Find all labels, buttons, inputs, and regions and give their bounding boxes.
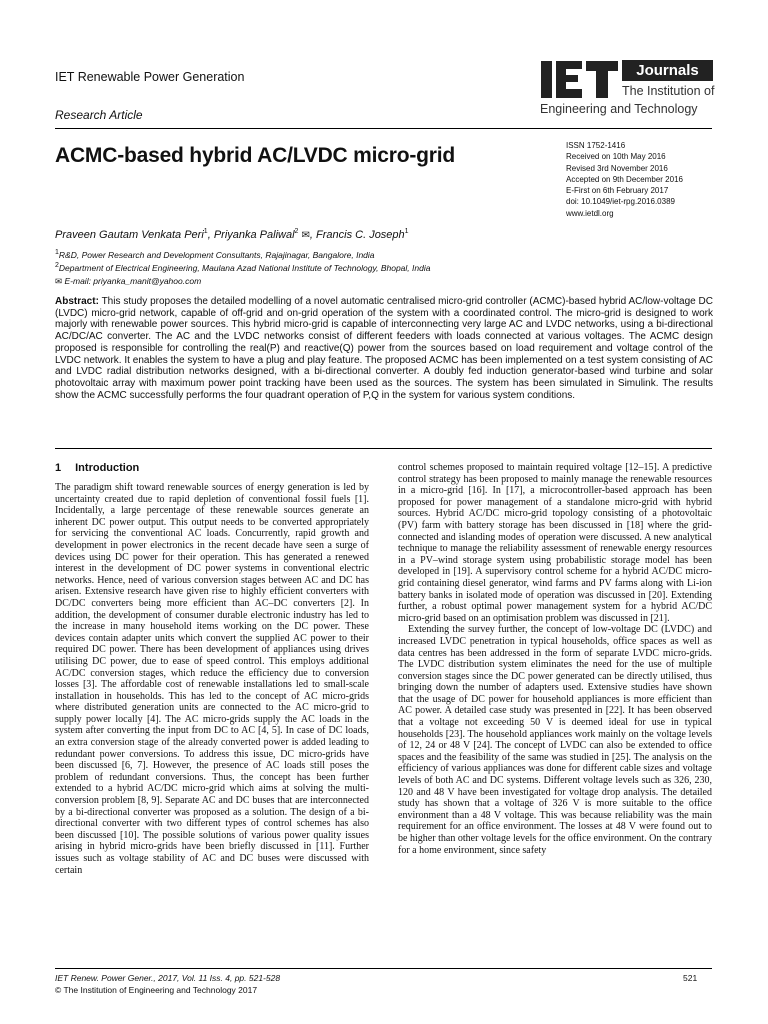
author-affiliation-mark: 1 [404,228,409,235]
logo-institution-line2: Engineering and Technology [540,102,698,116]
author-list: Praveen Gautam Venkata Peri$^1$, Priyanka Paliwal$^2$ ✉, Francis C. Joseph$^1$ [55,228,409,241]
envelope-icon: ✉ [55,276,63,286]
received-date: Received on 10th May 2016 [566,152,666,162]
section-heading [55,462,139,474]
email-text[interactable]: E-mail: priyanka_manit@yahoo.com [64,276,202,286]
body-paragraph: Extending the survey further, the concept of low-voltage DC (LVDC) and increased LVDC penetration in typical households, office spaces as well as data centres has been addressed in the form of separate LVDC micro-grids. The LVDC distribution system eliminates the need for the use of multiple conversion stages since the DC power generated can be directly utilised, thus bringing down the number of adapters used. Extensive studies have shown that the usage of DC power for household appliances is more efficient than AC power. A detailed case study was presented in [22]. It has been observed that a voltage not exceeding 50 V is deemed ideal for use in typical households [23]. The household appliances work mainly on the voltage levels of 12, 24 or 48 V [24]. The concept of LVDC can also be extended to office spaces and the feasibility of the same was studied in [25]. The analysis on the efficiency of various appliances was done for different cable sizes and voltage levels of both AC and DC systems. Different voltage levels such as 326, 230, 120 and 48 V have been investigated for voltage drop analysis. The detailed study has shown that a voltage of 326 V is more suitable to the office environment than a 48 V voltage. This was because reliability was the main requirement for an office environment. The losses at 48 V were found out to be higher than other voltage levels for the office environment. On the contrary for a home environment, since safety [398,624,712,856]
section-title: Introduction [75,462,140,474]
abstract-label: Abstract: [55,296,99,307]
article-type: Research Article [55,108,143,122]
logo-journals-label: Journals [622,60,713,81]
envelope-icon: ✉ [301,230,310,241]
journal-name: IET Renewable Power Generation [55,70,245,84]
footer-citation: IET Renew. Power Gener., 2017, Vol. 11 Iss. 4, pp. 521-528 [55,973,281,983]
affiliation-number: 2 [55,262,59,269]
body-paragraph: control schemes proposed to maintain required voltage [12–15]. A predictive control strategy has been proposed to mainly manage the renewable resources in a micro-grid [16]. In [17], a microcontroller-based approach has been proposed for power management of a standalone micro-grid with hybrid sources. Hybrid AC/DC micro-grid topology consisting of a photovoltaic (PV) farm with battery storage has been discussed in [18] where the grid-connected and islanding modes of operation were discussed. A new analytical technique to manage the reliability assessment of renewable energy resources in a PV–wind storage system using probabilistic storage model has been developed in [19]. A supervisory control scheme for a hybrid AC/DC micro-grid containing diesel generator, wind farms and PV farms along with Li-ion battery banks in isolated mode of operation was discussed in [20]. Extending further, a robust optimal power management system for a hybrid AC/DC micro-grid based on an optimisation problem was discussed in [21]. [398,462,712,624]
publication-info [566,140,683,219]
efirst-date: E-First on 6th February 2017 [566,186,669,196]
body-paragraph: The paradigm shift toward renewable sources of energy generation is led by uncertainty created due to rapid depletion of conventional fossil fuels [1]. Incidentally, a large percentage of these renewable sources generate an inherent DC power output. This output needs to be converted appropriately for servicing the conventional AC loads. Concurrently, rapid growth and development in power electronics in the recent decade have seen a surge of devices using DC power for their operation. This has generated a renewed interest in the development of DC power systems in conventional electric networks. Hence, need of various conversion stages between AC and DC has arisen. Extensive research have given rise to highly efficient converters with DC/DC converters being more efficient than AC–DC converters [2]. In addition, the development of consumer durable electronic industry has led to the increase in many household items working on the DC power. These devices contain adapter units which convert the supplied AC power to their required DC power. There has been development of appliances using drives utilising DC power, due to ease of speed control. This employs additional AC/DC conversion stages, which reduce the efficiency due to conversion losses [3]. The affordable cost of renewable installations led to small-scale installation in households. This has led to the concept of AC micro-grids where distributed generation units are connected to the AC micro-grid to supply power locally [4]. The AC micro-grids supply the AC loads in the system after converting the input from DC to AC [4, 5]. In case of DC loads, an extra conversion stage of the already converted power is added leading to redundant power conversions. To address this issue, DC micro-grids have been discussed [6, 7]. However, the presence of AC loads still poses the problem of redundant conversions. Thus, the concept has been further extended to a hybrid AC/DC micro-grid which aims at solving the multi-conversion problem [8, 9]. Separate AC and DC buses that are interconnected by a bi-directional converter was proposed as a solution. The design of a bi-directional converter with two different types of control schemes has also been discussed [10]. The possible solutions of various power quality issues arising in hybrid micro-grids have been briefly discussed in [11]. Further issues such as voltage stability of AC and DC buses were discussed with certain [55,482,369,876]
logo-institution-line1: The Institution of [622,84,715,98]
abstract-text: This study proposes the detailed modelling of a novel automatic centralised micro-grid controller (ACMC)-based hybrid AC/low-voltage DC (LVDC) micro-grid network, capable of off-grid and on-grid operation of the system with a coordinated control. The micro-grid is designed to work majorly with renewable power sources. This hybrid micro-grid is capable of interconnecting very large AC and LVDC networks, using a bi-directional AC/DC/AC converter. The AC and the LVDC networks consist of different feeders with loads connected at various voltages. The ACMC design proposed is responsible for controlling the real(P) and reactive(Q) power from the sources based on load requirement and voltage control of the LVDC network. It enables the system to have a plug and play feature. The proposed ACMC has been implemented on a test system consisting of AC and LVDC radial distribution networks designed, with a bi-directional converter. A doubly fed induction generator-based wind turbine and solar photovoltaic array with maximum power point tracking have been used as the sources. The system has been simulated in Simulink. The results show the ACMC successfully performs the four quadrant operation of P,Q in the system for various system conditions. [55,296,713,401]
author-name: Praveen Gautam Venkata Peri [55,229,204,241]
header-divider [55,128,712,129]
website-link[interactable]: www.ietdl.org [566,208,614,218]
footer-copyright: © The Institution of Engineering and Technology 2017 [55,985,258,995]
corresponding-email [55,276,201,287]
affiliation-text: R&D, Power Research and Development Consultants, Rajajinagar, Bangalore, India [58,250,375,260]
affiliation-1 [55,250,375,260]
author-affiliation-mark: 1 [203,228,208,235]
page-number: 521 [683,973,698,983]
iet-logo-mark [540,58,620,100]
affiliation-number: 1 [55,249,59,256]
abstract [55,296,713,401]
section-number: 1 [55,462,62,474]
doi[interactable]: doi: 10.1049/iet-rpg.2016.0389 [566,197,675,207]
accepted-date: Accepted on 9th December 2016 [566,174,683,184]
paper-title: ACMC-based hybrid AC/LVDC micro-grid [55,144,455,167]
footer-divider [55,968,712,969]
iet-journals-logo [540,58,715,120]
author-name: Priyanka Paliwal [213,229,295,241]
revised-date: Revised 3rd November 2016 [566,163,668,173]
affiliation-2 [55,263,430,273]
author-name: Francis C. Joseph [316,229,405,241]
issn: ISSN 1752-1416 [566,141,626,150]
affiliation-text: Department of Electrical Engineering, Maulana Azad National Institute of Technology, Bhopal, India [58,263,431,273]
body-column-left [55,482,369,876]
body-column-right [398,462,712,856]
abstract-divider [55,448,712,449]
author-affiliation-mark: 2 [294,228,299,235]
